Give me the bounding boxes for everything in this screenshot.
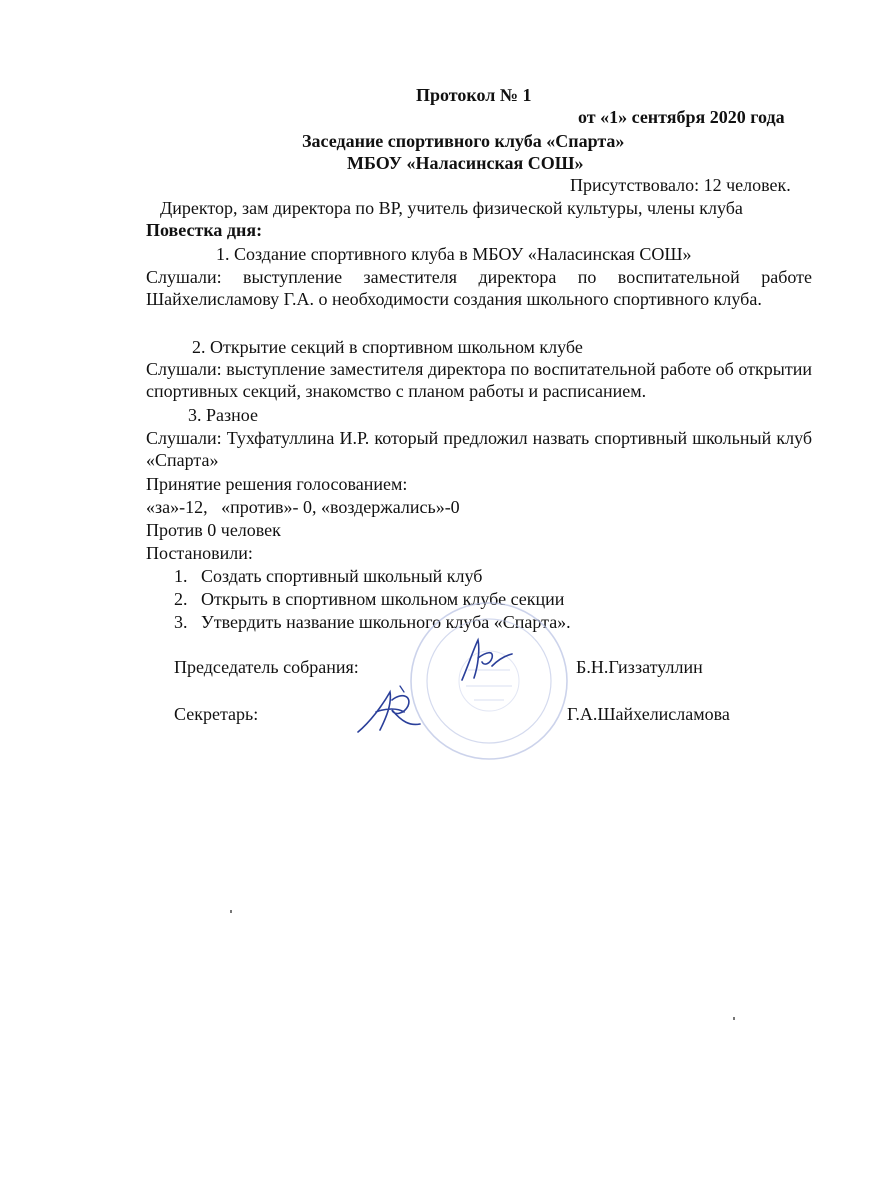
vote-result: «за»-12, «против»- 0, «воздержались»-0 [146, 497, 460, 517]
agenda-heard: Слушали: выступление заместителя директора по воспитательной работе об открытии спортивных секций, знакомство с планом работы и расписанием. [146, 359, 812, 401]
resolution-text: Утвердить название школьного клуба «Спарта». [201, 612, 571, 632]
resolution-number: 1. [174, 566, 188, 586]
scan-speck [230, 910, 232, 913]
signature-name: Г.А.Шайхелисламова [567, 704, 730, 724]
resolution-number: 2. [174, 589, 188, 609]
against-count: Против 0 человек [146, 520, 281, 540]
attendees-list: Директор, зам директора по ВР, учитель физической культуры, члены клуба [160, 198, 743, 218]
resolved-heading: Постановили: [146, 543, 253, 563]
agenda-item: 1. Создание спортивного клуба в МБОУ «Наласинская СОШ» [216, 244, 692, 264]
agenda-item: 2. Открытие секций в спортивном школьном клубе [192, 337, 583, 357]
scan-speck [733, 1017, 735, 1020]
agenda-heard: Слушали: выступление заместителя директора по воспитательной работе Шайхелисламову Г.А. о необходимости создания школьного спортивного клуба. [146, 267, 812, 309]
agenda-item: 3. Разное [188, 405, 258, 425]
secretary-signature [352, 682, 426, 740]
agenda-heading: Повестка дня: [146, 220, 263, 240]
present-count: Присутствовало: 12 человек. [570, 175, 791, 195]
chairman-signature [452, 636, 516, 688]
resolution-number: 3. [174, 612, 188, 632]
school-name: МБОУ «Наласинская СОШ» [347, 153, 584, 173]
signature-name: Б.Н.Гиззатуллин [576, 657, 703, 677]
agenda-heard: Слушали: Тухфатуллина И.Р. который предложил назвать спортивный школьный клуб «Спарта» [146, 428, 812, 470]
document-title: Протокол № 1 [416, 85, 532, 105]
meeting-title: Заседание спортивного клуба «Спарта» [302, 131, 625, 151]
resolution-text: Открыть в спортивном школьном клубе секции [201, 589, 565, 609]
vote-heading: Принятие решения голосованием: [146, 474, 408, 494]
signature-role: Председатель собрания: [174, 657, 359, 677]
resolution-text: Создать спортивный школьный клуб [201, 566, 483, 586]
signature-role: Секретарь: [174, 704, 259, 724]
document-date: от «1» сентября 2020 года [578, 107, 785, 127]
